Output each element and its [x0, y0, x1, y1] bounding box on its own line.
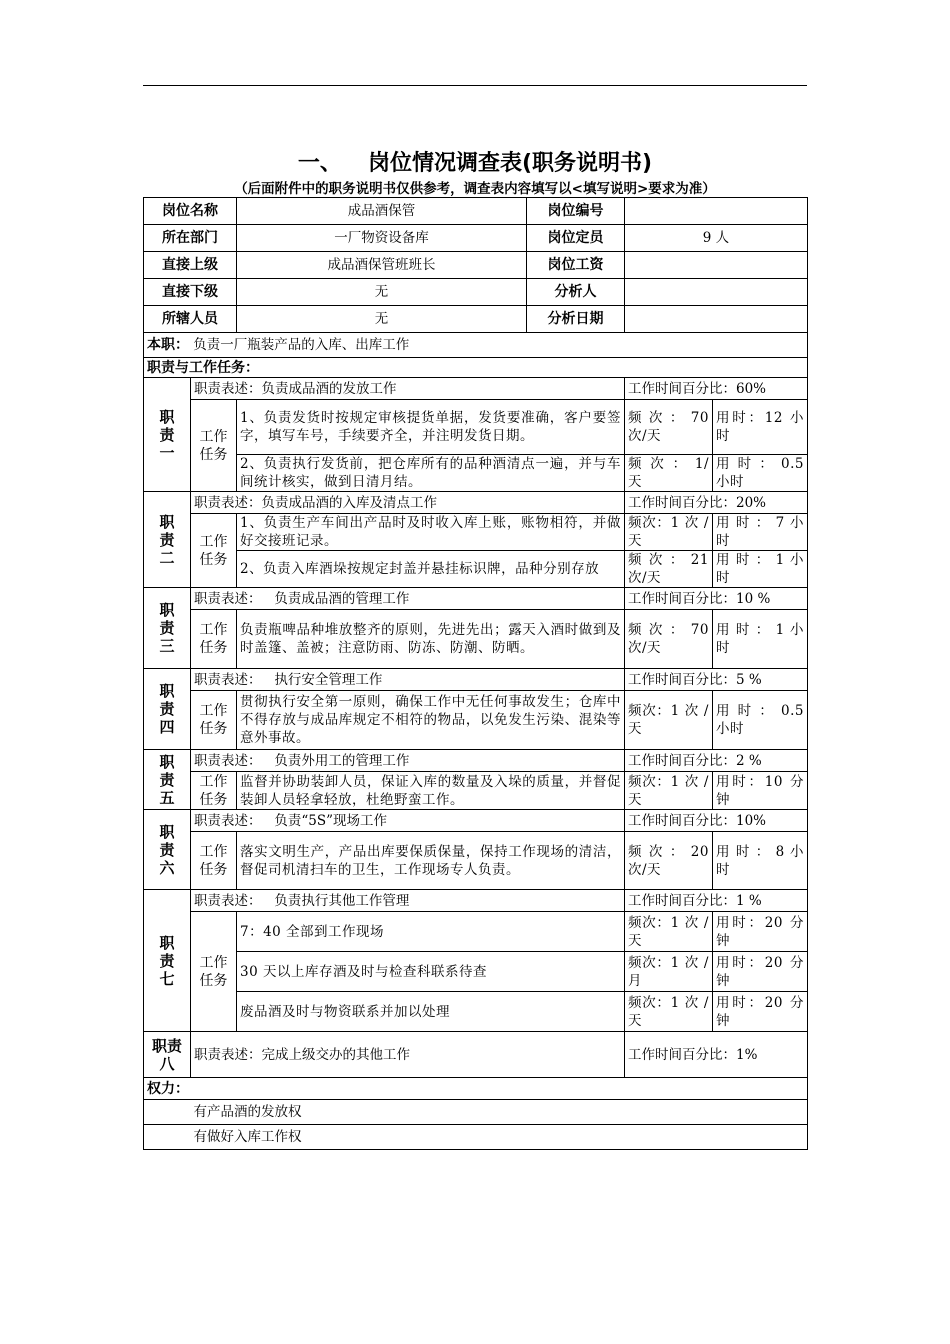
page-title: [0, 146, 950, 177]
duty-desc-row: [144, 588, 808, 610]
power-spacer: [144, 1125, 191, 1150]
task-time: 用 时 ： 0.5 小时: [713, 455, 808, 492]
duty-label: 本职：: [147, 337, 189, 353]
task-label: [191, 400, 237, 492]
task-text: 监督并协助装卸人员，保证入库的数量及入垛的质量，并督促装卸人员轻拿轻放，杜绝野蛮工作。: [237, 772, 625, 810]
staff-value: 无: [237, 306, 527, 333]
duty-desc-row: [144, 669, 808, 691]
duty-pct: 工作时间百分比：10%: [625, 810, 808, 832]
duty-pct: 工作时间百分比：2 %: [625, 750, 808, 772]
duty-label-char: 职: [159, 407, 175, 426]
task-time: 用 时 ： 7 小时: [713, 514, 808, 551]
task-time: 用时：20 分钟: [713, 952, 808, 992]
task-frequency: 频次：1 次 /天: [625, 514, 713, 551]
duty-label-char: 三: [159, 637, 175, 655]
task-time: 用 时 ： 1 小时: [713, 610, 808, 669]
task-frequency: 频 次 ： 70 次/天: [625, 400, 713, 455]
section-label: 职责与工作任务：: [144, 358, 808, 378]
task-frequency: 频次：1 次 /月: [625, 952, 713, 992]
task-time: 用 时 ： 0.5 小时: [713, 691, 808, 750]
task-row: [144, 992, 808, 1032]
duty-desc-row: [144, 1032, 808, 1078]
task-frequency: 频次：1 次 /天: [625, 912, 713, 952]
task-text: 1、负责发货时按规定审核提货单据，发货要准确，客户要签字，填写车号，手续要齐全，并注明发货日期。: [237, 400, 625, 455]
task-text: 7：40 全部到工作现场: [237, 912, 625, 952]
title-number: 一、: [297, 151, 342, 176]
info-row: [144, 279, 808, 306]
task-frequency: 频 次 ： 20 次/天: [625, 832, 713, 890]
task-label-text: 工作任务: [199, 533, 228, 568]
task-frequency: 频 次 ： 1/ 天: [625, 455, 713, 492]
duty-pct: 工作时间百分比：20%: [625, 492, 808, 514]
duty-desc: 职责表述：负责成品酒的发放工作: [191, 378, 625, 400]
task-label: [191, 691, 237, 750]
duty-row: [144, 333, 808, 358]
duty-desc: 职责表述： 执行安全管理工作: [191, 669, 625, 691]
duty-text: 负责一厂瓶装产品的入库、出库工作: [193, 337, 410, 353]
duty-label-char: 责: [159, 530, 175, 549]
job-survey-table: [143, 197, 808, 1150]
analyst-label: 分析人: [527, 279, 625, 306]
task-text: 30 天以上库存酒及时与检查科联系待查: [237, 952, 625, 992]
task-time: 用时：10 分钟: [713, 772, 808, 810]
duty-desc-row: [144, 378, 808, 400]
duty-label-char: 一: [159, 443, 175, 462]
task-row: [144, 455, 808, 492]
task-row: [144, 912, 808, 952]
task-text: 2、负责入库酒垛按规定封盖并悬挂标识牌，品种分别存放: [237, 551, 625, 588]
duty-label-char: 责: [159, 840, 175, 859]
duty-label: [144, 669, 191, 750]
dept-label: 所在部门: [144, 225, 237, 252]
duty-desc-row: [144, 810, 808, 832]
task-label-text: 工作任务: [199, 773, 228, 808]
title-text: 岗位情况调查表(职务说明书): [367, 151, 653, 176]
subordinate-label: 直接下级: [144, 279, 237, 306]
task-text: 落实文明生产，产品出库要保质保量，保持工作现场的清洁，督促司机清扫车的卫生，工作现场专人负责。: [237, 832, 625, 890]
task-time: 用时：20 分钟: [713, 992, 808, 1032]
duty-label-char: 责: [159, 700, 175, 718]
duty-label-char: 职: [159, 601, 175, 619]
subordinate-value: 无: [237, 279, 527, 306]
duty-label-char: 四: [159, 718, 175, 736]
duty-label-char: 二: [159, 548, 175, 567]
task-label-text: 工作任务: [199, 622, 228, 656]
duty-desc: 职责表述： 负责执行其他工作管理: [191, 890, 625, 912]
duty-desc: 职责表述： 负责“5S”现场工作: [191, 810, 625, 832]
duty-label-char: 五: [159, 788, 175, 807]
duty-label: [144, 1032, 191, 1078]
staff-label: 所辖人员: [144, 306, 237, 333]
duty-desc: 职责表述：负责成品酒的入库及清点工作: [191, 492, 625, 514]
duty-label: [144, 810, 191, 890]
power-label: 权力：: [144, 1078, 808, 1100]
salary-label: 岗位工资: [527, 252, 625, 279]
task-text: 2、负责执行发货前，把仓库所有的品种酒清点一遍，并与车间统计核实，做到日清月结。: [237, 455, 625, 492]
duty-label-char: 职: [159, 752, 175, 771]
analysis-date-value: [625, 306, 808, 333]
duty-label-char: 职: [159, 682, 175, 700]
task-label: [191, 610, 237, 669]
headcount-value: 9 人: [625, 225, 808, 252]
duty-pct: 工作时间百分比：1%: [625, 1032, 808, 1078]
duty-desc: 职责表述：完成上级交办的其他工作: [191, 1032, 625, 1078]
header-rule: [143, 85, 807, 86]
duty-label: [144, 378, 191, 492]
task-time: 用时：20 分钟: [713, 912, 808, 952]
duty-label-char: 责: [159, 770, 175, 789]
duty-desc-row: [144, 750, 808, 772]
task-text: 负责瓶啤品种堆放整齐的原则，先进先出；露天入酒时做到及时盖篷、盖被；注意防雨、防冻、防潮、防晒。: [237, 610, 625, 669]
task-text: 废品酒及时与物资联系并加以处理: [237, 992, 625, 1032]
task-label: [191, 772, 237, 810]
duty-desc: 职责表述： 负责成品酒的管理工作: [191, 588, 625, 610]
power-item: 有做好入库工作权: [191, 1125, 808, 1150]
info-row: [144, 198, 808, 225]
duty-desc-row: [144, 890, 808, 912]
task-row: [144, 772, 808, 810]
duty-label-char: 责: [159, 619, 175, 637]
position-name-label: 岗位名称: [144, 198, 237, 225]
info-row: [144, 252, 808, 279]
superior-label: 直接上级: [144, 252, 237, 279]
duty-pct: 工作时间百分比：10 %: [625, 588, 808, 610]
task-label: [191, 832, 237, 890]
superior-value: 成品酒保管班班长: [237, 252, 527, 279]
task-frequency: 频次：1 次 /天: [625, 992, 713, 1032]
power-item: 有产品酒的发放权: [191, 1100, 808, 1125]
position-code-label: 岗位编号: [527, 198, 625, 225]
duty-label: [144, 492, 191, 588]
duty-label: [144, 750, 191, 810]
task-row: [144, 952, 808, 992]
power-row: [144, 1125, 808, 1150]
task-text: 1、负责生产车间出产品时及时收入库上账，账物相符，并做好交接班记录。: [237, 514, 625, 551]
info-row: [144, 225, 808, 252]
task-time: 用 时 ： 8 小时: [713, 832, 808, 890]
task-row: [144, 400, 808, 455]
task-time: 用时：12 小时: [713, 400, 808, 455]
dept-value: 一厂物资设备库: [237, 225, 527, 252]
duty-pct: 工作时间百分比：60%: [625, 378, 808, 400]
duty-label-char: 职: [159, 933, 175, 952]
task-text: 贯彻执行安全第一原则，确保工作中无任何事故发生；仓库中不得存放与成品库规定不相符的物品，以免发生污染、混染等意外事故。: [237, 691, 625, 750]
duty-label: [144, 588, 191, 669]
analyst-value: [625, 279, 808, 306]
power-spacer: [144, 1100, 191, 1125]
duty-desc: 职责表述： 负责外用工的管理工作: [191, 750, 625, 772]
section-header-row: [144, 358, 808, 378]
task-label-text: 工作任务: [199, 703, 228, 737]
duty-label-char: 责: [159, 951, 175, 970]
power-row: [144, 1100, 808, 1125]
analysis-date-label: 分析日期: [527, 306, 625, 333]
task-frequency: 频次：1 次 /天: [625, 691, 713, 750]
duty-label-char: 八: [159, 1054, 175, 1073]
duty-pct: 工作时间百分比：1 %: [625, 890, 808, 912]
task-label-text: 工作任务: [199, 954, 228, 989]
page-subtitle: （后面附件中的职务说明书仅供参考，调查表内容填写以<填写说明>要求为准）: [234, 181, 716, 197]
salary-value: [625, 252, 808, 279]
duty-label-char: 职: [159, 512, 175, 531]
task-time: 用 时 ： 1 小时: [713, 551, 808, 588]
task-frequency: 频 次 ： 21 次/天: [625, 551, 713, 588]
power-header-row: [144, 1078, 808, 1100]
position-code-value: [625, 198, 808, 225]
duty-cell: [144, 333, 808, 358]
task-row: [144, 610, 808, 669]
info-row: [144, 306, 808, 333]
task-row: [144, 551, 808, 588]
task-label: [191, 514, 237, 588]
duty-label-char: 职: [159, 822, 175, 841]
headcount-label: 岗位定员: [527, 225, 625, 252]
duty-desc-row: [144, 492, 808, 514]
task-frequency: 频 次 ： 70 次/天: [625, 610, 713, 669]
duty-label-char: 责: [159, 425, 175, 444]
duty-label-char: 七: [159, 969, 175, 988]
duty-pct: 工作时间百分比：5 %: [625, 669, 808, 691]
task-frequency: 频次：1 次 /天: [625, 772, 713, 810]
duty-label-char: 职责: [151, 1036, 182, 1055]
task-label: [191, 912, 237, 1032]
task-row: [144, 514, 808, 551]
task-row: [144, 832, 808, 890]
duty-label-char: 六: [159, 858, 175, 877]
duty-label: [144, 890, 191, 1032]
task-row: [144, 691, 808, 750]
task-label-text: 工作任务: [199, 843, 228, 878]
position-name-value: 成品酒保管: [237, 198, 527, 225]
task-label-text: 工作任务: [199, 428, 228, 463]
